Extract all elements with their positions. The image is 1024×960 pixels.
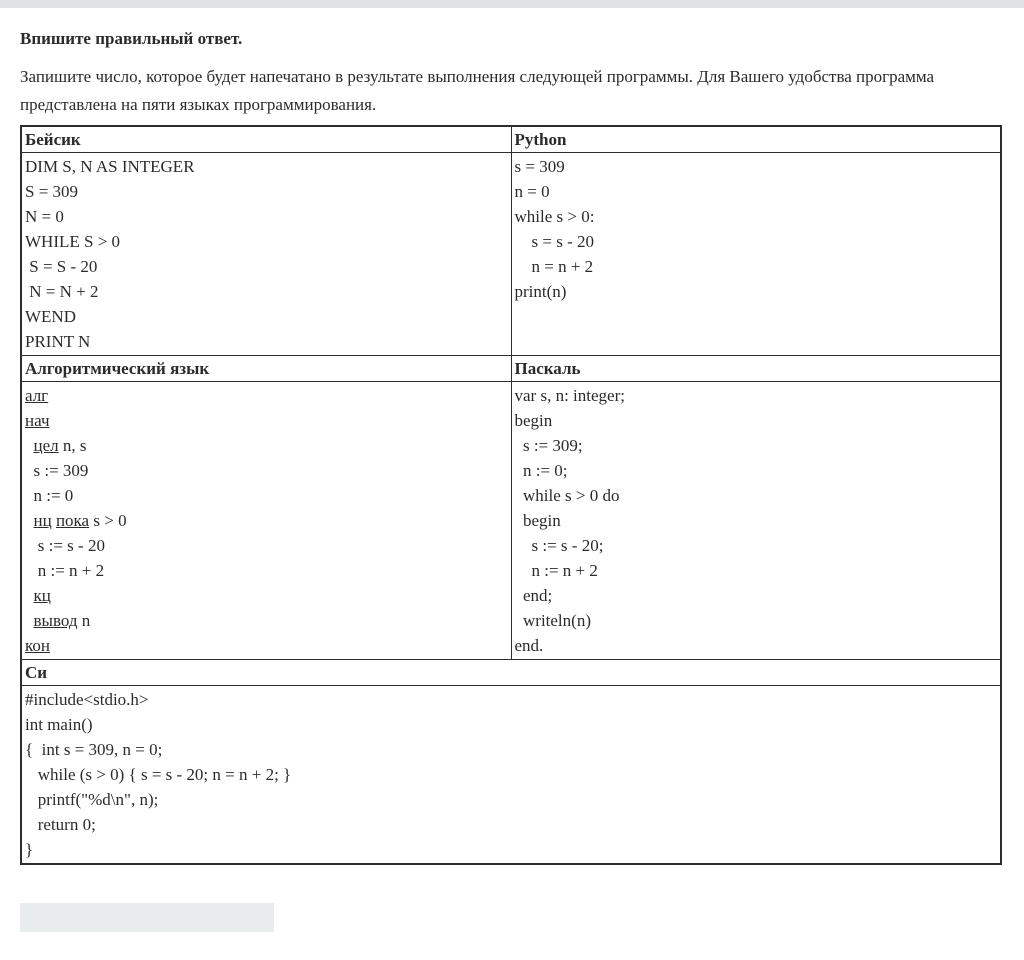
- lang-header-pascal: Паскаль: [511, 356, 1001, 382]
- table-row-code-3: [21, 686, 1001, 865]
- code-basic: DIM S, N AS INTEGER S = 309 N = 0 WHILE S > 0 S = S - 20 N = N + 2 WEND PRINT N: [21, 153, 511, 356]
- lang-header-basic: Бейсик: [21, 126, 511, 153]
- code-python: s = 309 n = 0 while s > 0: s = s - 20 n = n + 2 print(n): [511, 153, 1001, 356]
- code-pascal: var s, n: integer; begin s := 309; n := 0; while s > 0 do begin s := s - 20; n := n + 2 end; writeln(n) end.: [511, 382, 1001, 660]
- algo-keyword: пока: [55, 511, 90, 530]
- table-row-headers-3: [21, 660, 1001, 686]
- algo-keyword: цел: [33, 436, 59, 455]
- task-text: Запишите число, которое будет напечатано в результате выполнения следующей программы. Для Вашего удобства программа представлена на пяти языках программирования.: [20, 67, 935, 114]
- question-page: [0, 8, 1024, 960]
- algo-keyword: алг: [25, 386, 49, 405]
- algo-keyword: нц: [33, 511, 52, 530]
- lang-header-algorithmic: Алгоритмический язык: [21, 356, 511, 382]
- table-row-code-1: [21, 153, 1001, 356]
- algo-keyword: кон: [25, 636, 50, 655]
- algo-keyword: нач: [25, 411, 50, 430]
- table-row-headers-1: [21, 126, 1001, 153]
- algo-keyword: вывод: [33, 611, 78, 630]
- page-heading: Впишите правильный ответ.: [20, 29, 243, 48]
- table-row-headers-2: [21, 356, 1001, 382]
- lang-header-c: Си: [21, 660, 1001, 686]
- answer-input[interactable]: [20, 903, 274, 932]
- algo-keyword: кц: [33, 586, 51, 605]
- code-algorithmic: алг нач цел n, s s := 309 n := 0 нц пока s > 0 s := s - 20 n := n + 2 кц вывод n кон: [21, 382, 511, 660]
- code-c: #include<stdio.h> int main() { int s = 309, n = 0; while (s > 0) { s = s - 20; n = n + 2; } printf("%d\n", n); return 0; }: [21, 686, 1001, 865]
- lang-header-python: Python: [511, 126, 1001, 153]
- program-table: [20, 125, 1002, 865]
- table-row-code-2: [21, 382, 1001, 660]
- top-bar: [0, 0, 1024, 8]
